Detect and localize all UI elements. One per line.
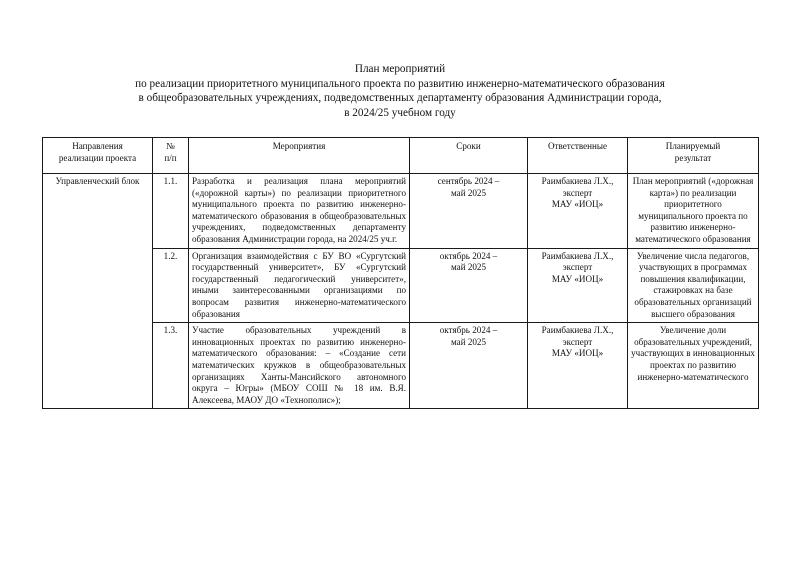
row-responsible	[528, 323, 628, 409]
column-header-number	[153, 138, 189, 174]
column-header-result-line2: результат	[674, 152, 712, 163]
row-responsible-role: эксперт	[562, 336, 593, 347]
row-responsible-name: Раимбакиева Л.Х.,	[541, 325, 614, 336]
column-header-terms: Сроки	[410, 138, 528, 174]
row-responsible-name: Раимбакиева Л.Х.,	[541, 176, 614, 186]
row-terms	[410, 174, 528, 249]
row-terms-line2: май 2025	[450, 262, 487, 273]
row-terms-line2: май 2025	[450, 336, 487, 347]
table-header	[43, 138, 759, 174]
table-row	[43, 174, 759, 249]
section-label-cell: Управленческий блок	[43, 174, 153, 409]
row-terms-line2: май 2025	[450, 187, 487, 198]
column-header-direction-line2: реализации проекта	[58, 152, 137, 163]
row-number: 1.2.	[153, 248, 189, 323]
row-responsible-role: эксперт	[562, 187, 593, 198]
row-event-text: Участие образовательных учреждений в инновационных проектах по развитию инженерно-математического образования: – «Создание сети математических кружков в общеобразовательных организациях Ханты-Мансийского автономного округа – Югры» (МБОУ СОШ № 18 им. В.Я. Алексеева, МАОУ ДО «Технополис»);	[189, 323, 410, 409]
row-responsible-org: МАУ «ИОЦ»	[551, 199, 604, 210]
row-terms-line1: октябрь 2024 –	[439, 325, 498, 336]
title-line-3: в общеобразовательных учреждениях, подведомственных департаменту образования Администрации города,	[138, 92, 662, 105]
row-result: Увеличение числа педагогов, участвующих в программах повышения квалификации, стажировках на базе образовательных организаций высшего образования	[628, 248, 759, 323]
title-line-1: План мероприятий	[354, 63, 446, 75]
row-terms-line1: сентябрь 2024 –	[437, 176, 500, 186]
row-event-text: Разработка и реализация плана мероприятий («дорожной карты») по реализации приоритетного муниципального проекта по развитию инженерно-математического образования в общеобразовательных учреждениях, подведомственных департаменту образования Администрации города, на 2024/25 уч.г.	[189, 174, 410, 249]
column-header-direction-line1: Направления	[72, 141, 123, 151]
table-header-row	[43, 138, 759, 174]
column-header-result-line1: Планируемый	[665, 141, 721, 151]
row-result: Увеличение доли образовательных учреждений, участвующих в инновационных проектах по развитию инженерно-математического	[628, 323, 759, 409]
column-header-number-line1: №	[166, 141, 175, 151]
title-line-4: в 2024/25 учебном году	[344, 106, 456, 119]
row-result: План мероприятий («дорожная карта») по реализации приоритетного муниципального проекта по развитию инженерно-математического образования	[628, 174, 759, 249]
row-terms-line1: октябрь 2024 –	[439, 250, 498, 261]
column-header-responsible: Ответственные	[528, 138, 628, 174]
row-responsible	[528, 174, 628, 249]
row-responsible	[528, 248, 628, 323]
table-body	[43, 174, 759, 409]
page-title	[42, 62, 758, 120]
row-terms	[410, 323, 528, 409]
row-number: 1.1.	[153, 174, 189, 249]
row-event-text: Организация взаимодействия с БУ ВО «Сургутский государственный университет», БУ «Сургутский государственный педагогический университет», иными заинтересованными организациями по вопросам развития инженерно-математического образования	[189, 248, 410, 323]
row-terms	[410, 248, 528, 323]
column-header-number-line2: п/п	[164, 152, 177, 163]
row-responsible-org: МАУ «ИОЦ»	[551, 273, 604, 284]
row-responsible-name: Раимбакиева Л.Х.,	[541, 250, 614, 261]
column-header-direction	[43, 138, 153, 174]
row-responsible-role: эксперт	[562, 262, 593, 273]
row-number: 1.3.	[153, 323, 189, 409]
column-header-events: Мероприятия	[189, 138, 410, 174]
column-header-result	[628, 138, 759, 174]
plan-table	[42, 137, 759, 409]
row-responsible-org: МАУ «ИОЦ»	[551, 348, 604, 359]
title-line-2: по реализации приоритетного муниципального проекта по развитию инженерно-математического образования	[135, 77, 665, 90]
